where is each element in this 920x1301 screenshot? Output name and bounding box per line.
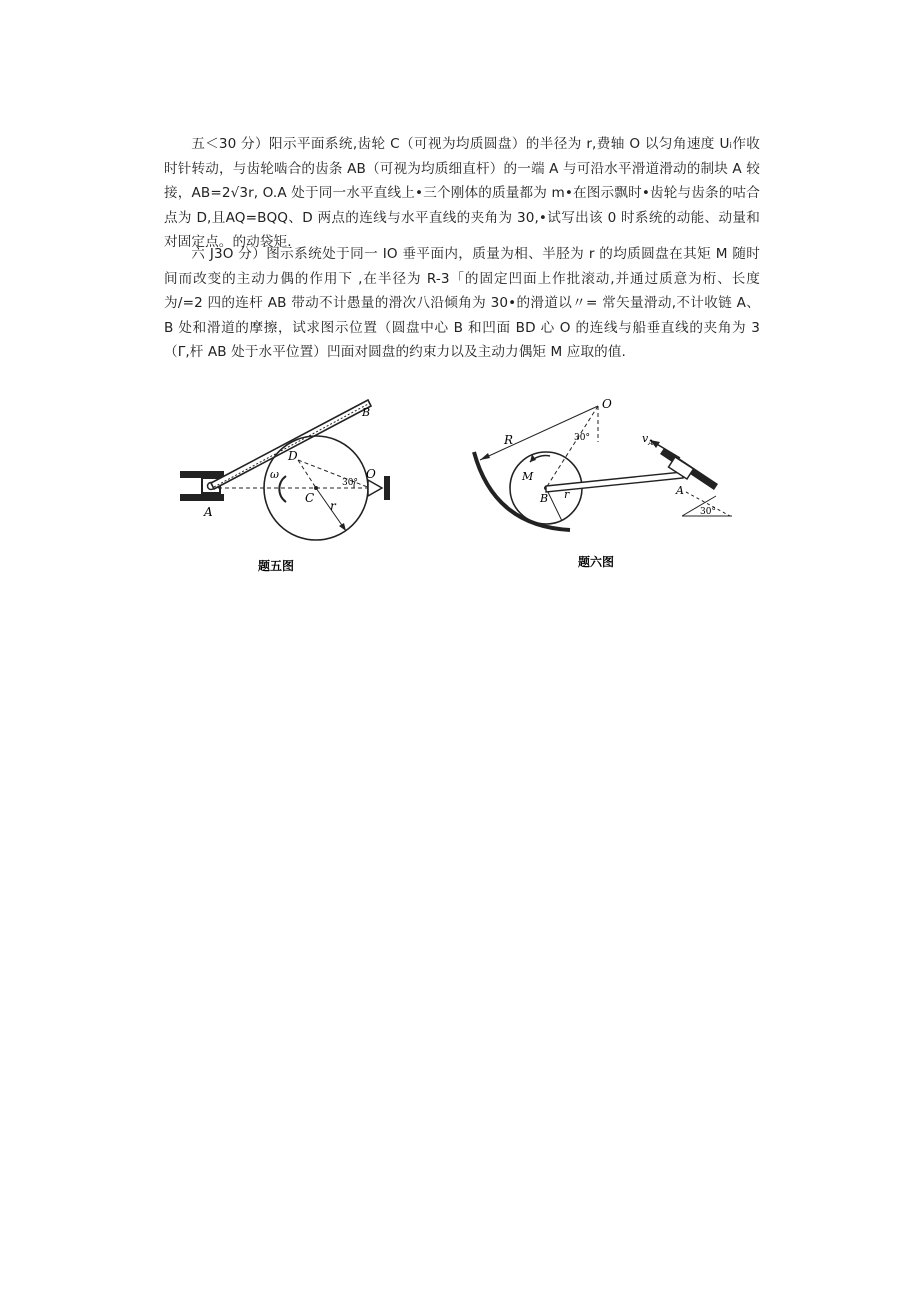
figure-5-caption: 题五图 xyxy=(258,559,295,573)
label-b: B xyxy=(362,406,371,419)
label-big-r: R xyxy=(504,433,514,447)
problem-6-text: 六 J3O 分）图示系统处于同一 IO 垂平面内，质量为相、半胫为 r 的均质圆盘在其矩 M 随时间而改变的主动力偶的作用下 ,在半径为 R-3「的固定凹面上作批滚动,并通过质意为桁、长度为/=2 四的连杆 AB 带动不计愚量的滑次八沿倾角为 30•的滑道以〃= 常矢量滑动,不计收链 A、B 处和滑道的摩擦，试求图示位置（圆盘中心 B 和凹面 BD 心 O 的连线与船垂直线的夹角为 3（Γ,杆 AB 处于水平位置）凹面对圆盘的约束力以及主动力偶矩 M 应取的值. xyxy=(164,246,760,360)
label-o: O xyxy=(366,467,376,481)
radius-small-r xyxy=(546,488,562,521)
rack-ab xyxy=(211,400,371,489)
figure-6 xyxy=(466,396,740,576)
label-angle-top: 30° xyxy=(574,433,590,443)
label-omega: ω xyxy=(270,468,279,481)
label-v: $v_A$ xyxy=(642,432,654,447)
dashed-od xyxy=(298,460,370,488)
label-a: A xyxy=(204,505,213,519)
label-m: M xyxy=(522,470,534,483)
dashed-cd xyxy=(298,460,316,488)
wall-o xyxy=(384,476,390,500)
omega-arc xyxy=(279,476,286,502)
label-r: r xyxy=(330,499,336,513)
label-angle: 30° xyxy=(342,478,358,488)
rail-bottom xyxy=(180,494,224,501)
label-o6: O xyxy=(602,397,612,411)
big-r-arrow xyxy=(480,453,490,460)
radius-arrow xyxy=(339,523,346,531)
label-c: C xyxy=(305,491,315,505)
problem-5-text: 五＜30 分）阳示平面系统,齿轮 C（可视为均质圆盘）的半径为 r,费轴 O 以匀角速度 Uᵢ作收时针转动，与齿轮啮合的齿条 AB（可视为均质细直杆）的一端 A 与可沿水平滑道滑动的制块 A 较接，AB=2√3r, O.A 处于同一水平直线上•三个刚体的质量都为 m•在图示飘时•齿轮与齿条的咕合点为 D,且AQ=BQQ、D 两点的连线与水平直线的夹角为 30,•试写出该 0 时系统的动能、动量和对固定点。的动袋矩. xyxy=(164,136,760,250)
rail-top xyxy=(180,471,224,478)
figure-5 xyxy=(178,398,402,576)
pivot-support xyxy=(368,480,382,496)
figure-6-caption: 题六图 xyxy=(578,555,615,569)
label-d: D xyxy=(288,449,298,463)
label-angle-bottom: 30° xyxy=(700,507,716,517)
label-b6: B xyxy=(540,492,549,505)
label-a6: A xyxy=(676,484,684,497)
label-small-r: r xyxy=(564,488,570,501)
center-c xyxy=(314,486,318,490)
